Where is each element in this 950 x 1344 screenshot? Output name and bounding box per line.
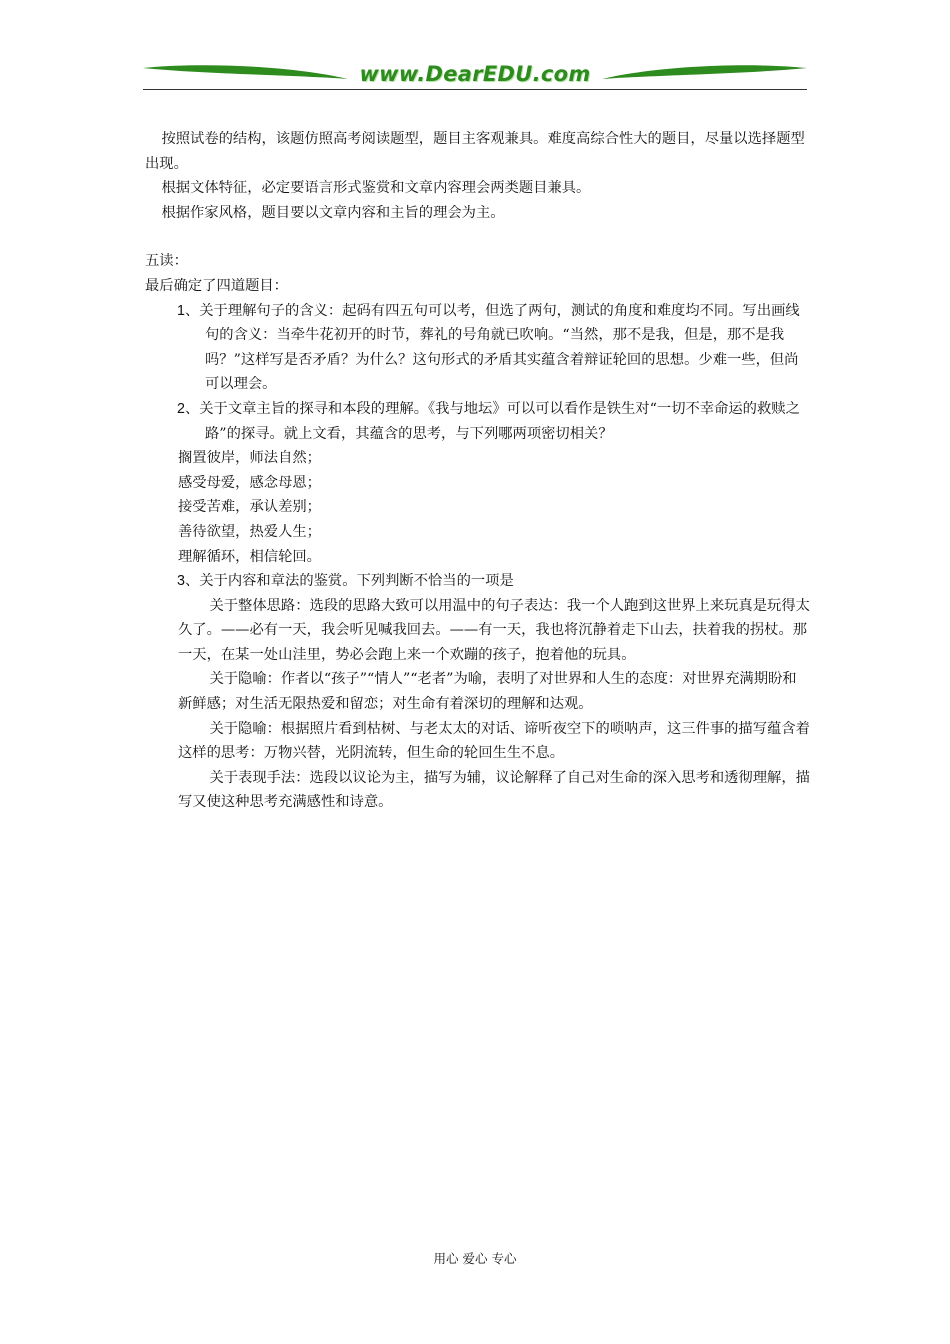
question-number: 2、: [177, 400, 200, 417]
section-lead: 最后确定了四道题目：: [145, 277, 288, 294]
option-item: 善待欲望，热爱人生；: [178, 523, 321, 540]
page-footer: 用心 爱心 专心: [433, 1251, 517, 1266]
section-title: 五读：: [145, 253, 188, 270]
option-paragraph: 关于隐喻：根据照片看到枯树、与老太太的对话、谛听夜空下的唢呐声，这三件事的描写蕴含着这样的思考：万物兴替，光阴流转，但生命的轮回生生不息。: [178, 720, 810, 762]
question-3: [145, 569, 810, 594]
question-number: 3、: [177, 573, 200, 590]
spacer: [145, 225, 810, 249]
intro-paragraph-3: 根据作家风格，题目要以文章内容和主旨的理会为主。: [161, 204, 505, 221]
header-rule: [143, 89, 807, 90]
option-paragraph: 关于表现手法：选段以议论为主，描写为辅，议论解释了自己对生命的深入思考和透彻理解，描写又使这种思考充满感性和诗意。: [178, 769, 810, 811]
question-text: 关于文章主旨的探寻和本段的理解。《我与地坛》可以可以看作是铁生对“一切不幸命运的救赎之路”的探寻。就上文看，其蕴含的思考，与下列哪两项密切相关？: [199, 400, 800, 442]
document-body: [145, 127, 810, 815]
question-text: 关于理解句子的含义：起码有四五句可以考，但选了两句，测试的角度和难度均不同。写出画线句的含义：当牵牛花初开的时节，葬礼的号角就已吹响。“当然，那不是我，但是，那不是我吗？”这样写是否矛盾？为什么？这句形式的矛盾其实蕴含着辩证轮回的思想。少难一些，但尚可以理会。: [199, 302, 800, 393]
option-item: 接受苦难，承认差别；: [178, 499, 321, 516]
question-text: 关于内容和章法的鉴赏。下列判断不恰当的一项是: [199, 573, 514, 590]
option-paragraph: 关于隐喻：作者以“孩子”“情人”“老者”为喻，表明了对世界和人生的态度：对世界充满期盼和新鲜感；对生活无限热爱和留恋；对生命有着深切的理解和达观。: [178, 671, 797, 713]
option-paragraph: 关于整体思路：选段的思路大致可以用温中的句子表达：我一个人跑到这世界上来玩真是玩得太久了。——必有一天，我会听见喊我回去。——有一天，我也将沉静着走下山去，扶着我的拐杖。那一天，在某一处山洼里，势必会跑上来一个欢蹦的孩子，抱着他的玩具。: [178, 597, 810, 663]
option-item: 搁置彼岸，师法自然；: [178, 450, 321, 467]
intro-paragraph-2: 根据文体特征，必定要语言形式鉴赏和文章内容理会两类题目兼具。: [161, 180, 591, 197]
option-item: 感受母爱，感念母恩；: [178, 474, 321, 491]
question-2: [145, 397, 810, 446]
question-number: 1、: [177, 302, 200, 319]
option-item: 理解循环，相信轮回。: [178, 548, 321, 565]
site-logo[interactable]: www.DearEDU.com: [359, 62, 591, 86]
question-1: [145, 299, 810, 397]
page-header: [143, 60, 807, 92]
intro-paragraph-1: 按照试卷的结构，该题仿照高考阅读题型，题目主客观兼具。难度高综合性大的题目，尽量以选择题型出现。: [145, 131, 805, 172]
